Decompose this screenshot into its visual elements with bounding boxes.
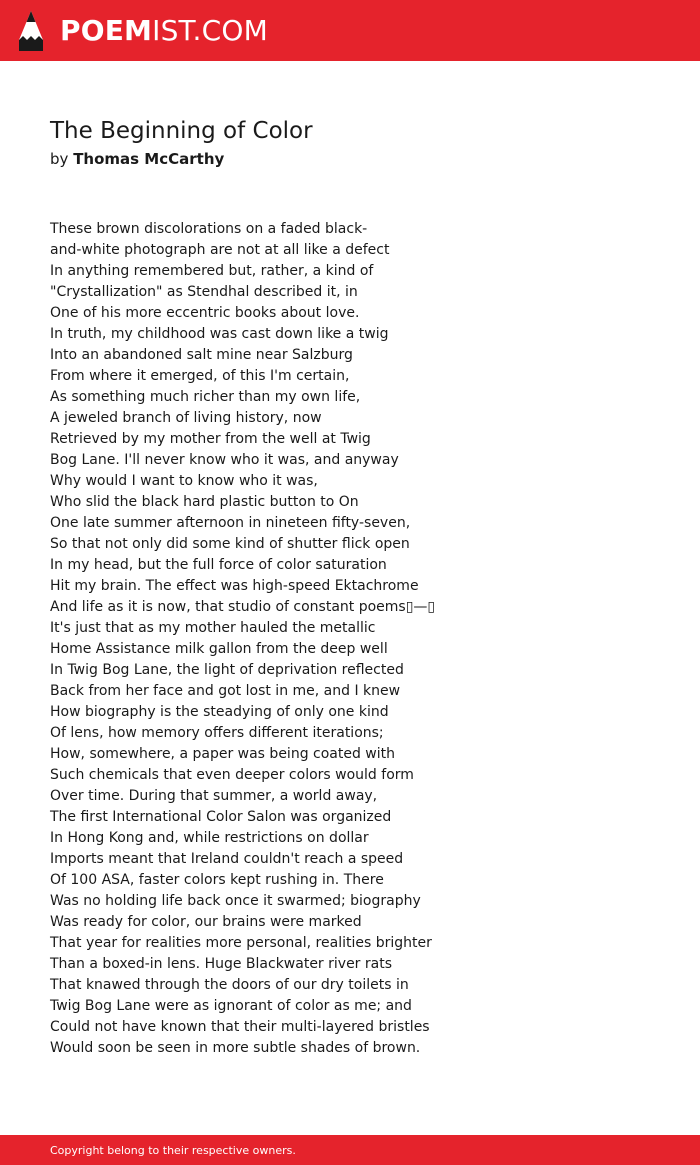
poem-line: Over time. During that summer, a world away,	[50, 788, 378, 804]
poem-line: The first International Color Salon was organized	[50, 809, 392, 825]
poem-line: Twig Bog Lane were as ignorant of color as me; and	[50, 998, 412, 1014]
poem-line: and-white photograph are not at all like a defect	[50, 242, 390, 258]
poem-content	[50, 116, 670, 1059]
poem-line: Hit my brain. The effect was high-speed Ektachrome	[50, 578, 419, 594]
poem-line: In truth, my childhood was cast down like a twig	[50, 326, 389, 342]
poem-line: And life as it is now, that studio of constant poems▯—▯	[50, 599, 436, 615]
poem-line: Was no holding life back once it swarmed; biography	[50, 893, 421, 909]
poem-line: Into an abandoned salt mine near Salzburg	[50, 347, 353, 363]
poem-line: Home Assistance milk gallon from the deep well	[50, 641, 388, 657]
poem-line: In Hong Kong and, while restrictions on dollar	[50, 830, 369, 846]
poem-line: Retrieved by my mother from the well at Twig	[50, 431, 371, 447]
poem-line: Of lens, how memory offers different iterations;	[50, 725, 384, 741]
poem-line: In my head, but the full force of color saturation	[50, 557, 387, 573]
poem-line: Who slid the black hard plastic button to On	[50, 494, 359, 510]
poem-line: In anything remembered but, rather, a kind of	[50, 263, 374, 279]
site-logo[interactable]	[60, 13, 268, 47]
poem-line: From where it emerged, of this I'm certain,	[50, 368, 350, 384]
poem-line: Bog Lane. I'll never know who it was, and anyway	[50, 452, 399, 468]
poem-line: Could not have known that their multi-layered bristles	[50, 1019, 430, 1035]
poem-line: These brown discolorations on a faded black-	[50, 221, 368, 237]
logo-light-text: IST.COM	[152, 13, 268, 47]
byline	[50, 149, 670, 169]
poem-title: The Beginning of Color	[50, 118, 313, 144]
poem-line: Imports meant that Ireland couldn't reach a speed	[50, 851, 404, 867]
poem-line: That knawed through the doors of our dry toilets in	[50, 977, 409, 993]
copyright-notice: Copyright belong to their respective owners.	[50, 1143, 296, 1157]
poem-line: How, somewhere, a paper was being coated with	[50, 746, 396, 762]
pencil-icon	[18, 10, 44, 52]
poem-line: Back from her face and got lost in me, and I knew	[50, 683, 401, 699]
poem-line: It's just that as my mother hauled the metallic	[50, 620, 376, 636]
by-label: by	[50, 150, 69, 168]
poem-line: Of 100 ASA, faster colors kept rushing in. There	[50, 872, 384, 888]
poem-line: One of his more eccentric books about love.	[50, 305, 360, 321]
poem-line: Would soon be seen in more subtle shades of brown.	[50, 1040, 421, 1056]
poem-line: So that not only did some kind of shutter flick open	[50, 536, 410, 552]
logo-bold-text: POEM	[60, 13, 153, 47]
poem-line: Why would I want to know who it was,	[50, 473, 318, 489]
site-footer	[0, 1135, 700, 1165]
poem-body	[50, 219, 670, 1059]
poem-line: "Crystallization" as Stendhal described it, in	[50, 284, 358, 300]
poem-line: Such chemicals that even deeper colors would form	[50, 767, 414, 783]
site-header	[0, 0, 700, 61]
poem-line: How biography is the steadying of only one kind	[50, 704, 389, 720]
poem-line: As something much richer than my own life,	[50, 389, 361, 405]
poem-line: Was ready for color, our brains were marked	[50, 914, 362, 930]
author-name: Thomas McCarthy	[73, 150, 225, 168]
poem-line: A jeweled branch of living history, now	[50, 410, 322, 426]
poem-line: That year for realities more personal, realities brighter	[50, 935, 432, 951]
poem-line: Than a boxed-in lens. Huge Blackwater river rats	[50, 956, 393, 972]
poem-line: One late summer afternoon in nineteen fifty-seven,	[50, 515, 411, 531]
poem-line: In Twig Bog Lane, the light of deprivation reflected	[50, 662, 404, 678]
